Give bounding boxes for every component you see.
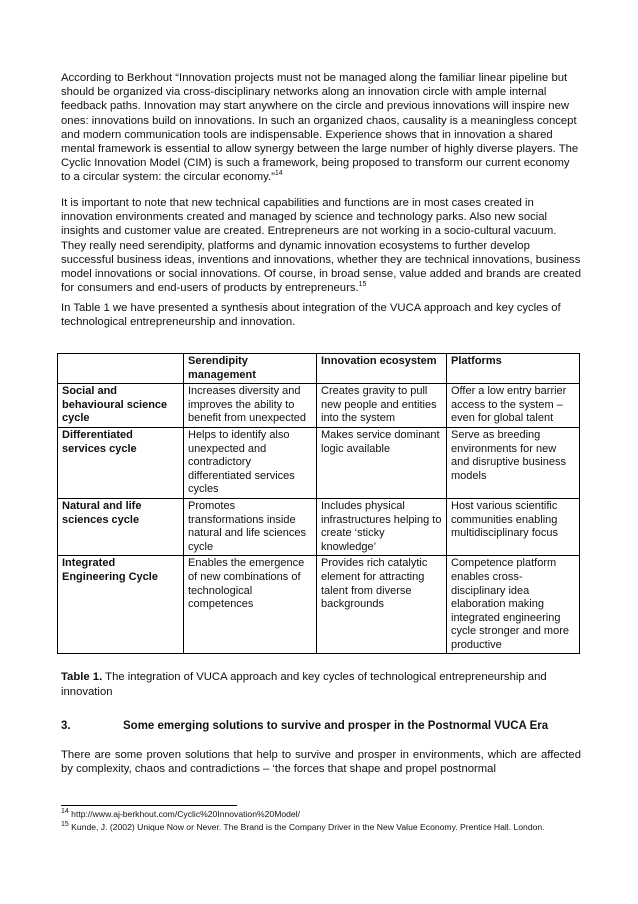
table-row-label: Social and behavioural science cycle xyxy=(58,384,184,428)
caption-label: Table 1. xyxy=(61,671,103,683)
table-cell: Increases diversity and improves the ability to benefit from unexpected xyxy=(184,384,317,428)
paragraph-technical-capabilities xyxy=(61,196,581,295)
footnote-ref-14: 14 xyxy=(274,170,283,178)
footnote-number: 15 xyxy=(61,821,69,829)
table-cell: Offer a low entry barrier access to the system – even for global talent xyxy=(447,384,580,428)
table-cell: Creates gravity to pull new people and entities into the system xyxy=(317,384,447,428)
table-cell: Competence platform enables cross-disciplinary idea elaboration making integrated engineering cycle stronger and more productive xyxy=(447,556,580,654)
footnote xyxy=(61,809,581,820)
table-cell: Serve as breeding environments for new and disruptive business models xyxy=(447,427,580,498)
table-row-label: Differentiated services cycle xyxy=(58,427,184,498)
table-cell: Helps to identify also unexpected and contradictory differentiated services cycles xyxy=(184,427,317,498)
table-header-cell: Innovation ecosystem xyxy=(317,354,447,384)
table-row xyxy=(58,556,580,654)
paragraph-berkhout-quote xyxy=(61,71,581,185)
paragraph-text: According to Berkhout “Innovation projects must not be managed along the familiar linear pipeline but should be organized via cross-disciplinary networks along an innovation circle with ample internal feedback paths. Innovation may start anywhere on the circle and previous innovations will inspire new ones: innovations build on innovations. In such an organized chaos, causality is a meaningless concept and modern communication tools are indispensable. Experience shows that in innovation a shared mental framework is essential to allow synergy between the large number of highly diverse players. The Cyclic Innovation Model (CIM) is such a framework, being proposed to transform our current economy to a circular system: the circular economy.” xyxy=(61,72,579,184)
table-header-row xyxy=(58,354,580,384)
table-cell: Provides rich catalytic element for attracting talent from diverse backgrounds xyxy=(317,556,447,654)
table-cell: Makes service dominant logic available xyxy=(317,427,447,498)
caption-text: The integration of VUCA approach and key cycles of technological entrepreneurship and innovation xyxy=(61,671,547,698)
section-heading xyxy=(61,720,548,732)
table-cell: Enables the emergence of new combinations of technological competences xyxy=(184,556,317,654)
table-row xyxy=(58,498,580,555)
footnote xyxy=(61,822,581,833)
table-cell: Promotes transformations inside natural and life sciences cycle xyxy=(184,498,317,555)
table-row xyxy=(58,427,580,498)
footnote-text: http://www.aj-berkhout.com/Cyclic%20Innovation%20Model/ xyxy=(68,809,300,819)
paragraph-section-body: There are some proven solutions that help to survive and prosper in environments, which are affected by complexity, chaos and contradictions – ‘the forces that shape and propel postnormal xyxy=(61,749,581,776)
table-header-cell: Serendipity management xyxy=(184,354,317,384)
footnote-number: 14 xyxy=(61,808,69,816)
table-header-corner xyxy=(58,354,184,384)
table-row-label: Integrated Engineering Cycle xyxy=(58,556,184,654)
table-row-label: Natural and life sciences cycle xyxy=(58,498,184,555)
footnote-text: Kunde, J. (2002) Unique Now or Never. The Brand is the Company Driver in the New Value Economy. Prentice Hall. London. xyxy=(68,822,545,832)
footnote-ref-15: 15 xyxy=(358,281,367,289)
section-title: Some emerging solutions to survive and prosper in the Postnormal VUCA Era xyxy=(123,720,549,732)
footnote-divider xyxy=(61,805,237,806)
table-header-cell: Platforms xyxy=(447,354,580,384)
table-cell: Host various scientific communities enabling multidisciplinary focus xyxy=(447,498,580,555)
paragraph-text: It is important to note that new technical capabilities and functions are in most cases created in innovation environments created and managed by science and technology parks. Also new social insights and customer value are created. Entrepreneurs are not working in a socio-cultural vacuum. They really need serendipity, platforms and dynamic innovation ecosystems to further develop successful business ideas, inventions and innovations, whether they are technical innovations, business model innovations or social innovations. Of course, in broad sense, value added and brands are created for consumers and end-users of products by entrepreneurs. xyxy=(61,197,581,295)
table-row xyxy=(58,384,580,428)
section-number: 3. xyxy=(61,720,71,732)
table-caption xyxy=(61,670,581,700)
vuca-integration-table xyxy=(57,353,580,654)
table-cell: Includes physical infrastructures helping to create ‘sticky knowledge’ xyxy=(317,498,447,555)
paragraph-table-intro: In Table 1 we have presented a synthesis about integration of the VUCA approach and key cycles of technological entrepreneurship and innovation. xyxy=(61,302,561,329)
